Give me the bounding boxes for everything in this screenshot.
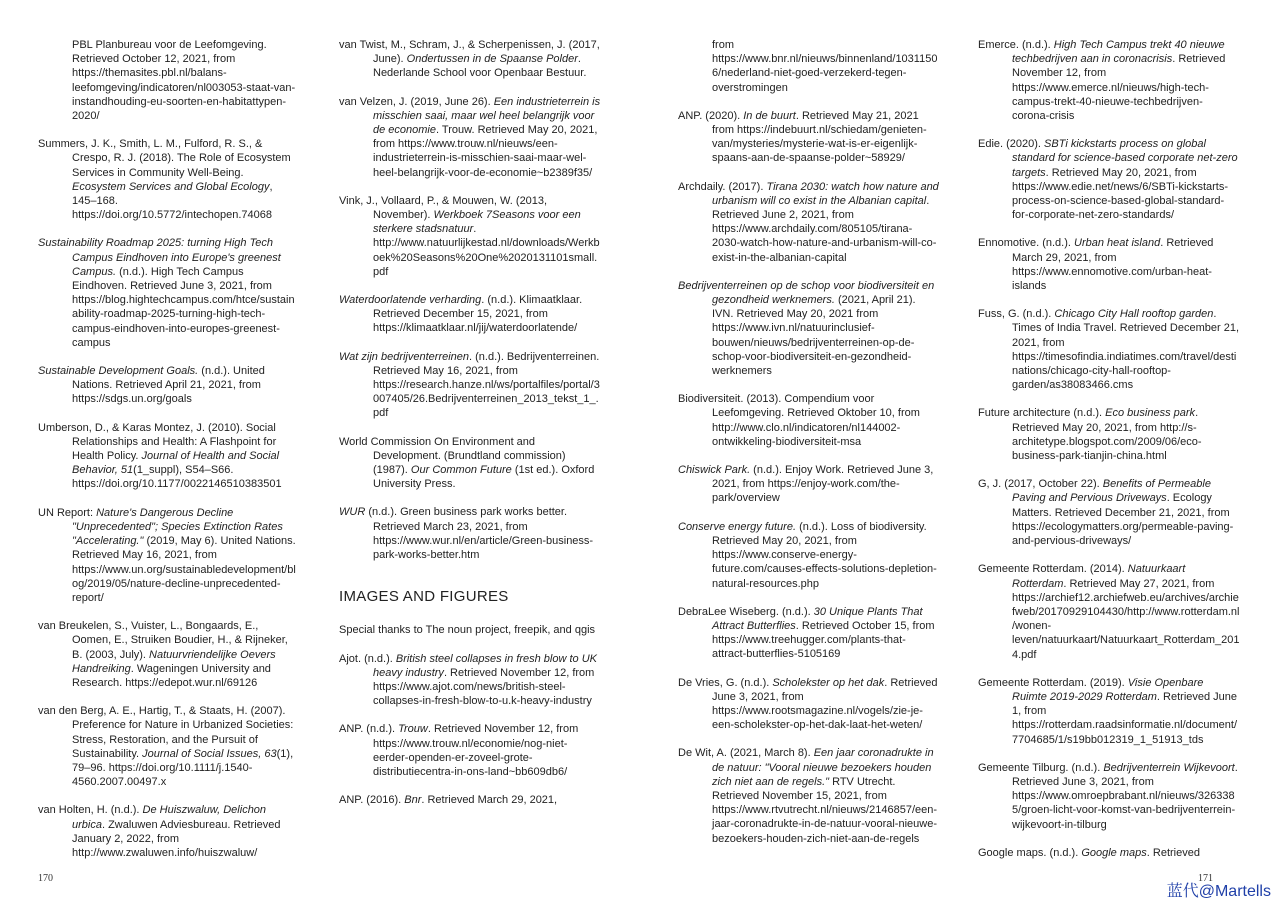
- reference-text: van Twist, M., Schram, J., & Scherpenissen, J. (2017, June).: [339, 39, 600, 66]
- reference-entry: [339, 722, 601, 779]
- page-number-right: 171: [1198, 873, 1213, 884]
- reference-title: Scholekster op het dak: [772, 676, 885, 689]
- reference-text: . Trouw. Retrieved May 20, 2021, from https://www.trouw.nl/nieuws/een-industrieterrein-is-misschien-saai-maar-wel-heel-belangrijk-voor-de-economie~b2389f35/: [373, 124, 598, 179]
- reference-text: Future architecture (n.d.).: [978, 407, 1106, 420]
- reference-title: Wat zijn bedrijventerreinen: [339, 350, 470, 363]
- reference-entry: [678, 38, 940, 95]
- reference-title: Google maps: [1081, 846, 1147, 859]
- reference-text: Google maps. (n.d.).: [978, 846, 1082, 859]
- reference-title: Nature's Dangerous Decline "Unprecedented"; Species Extinction Rates "Accelerating.": [72, 506, 283, 548]
- reference-title: 30 Unique Plants That Attract Butterflies: [712, 605, 923, 632]
- reference-title: Natuurvriendelijke Oevers Handreiking: [72, 648, 276, 675]
- reference-text: ANP. (2020).: [678, 109, 744, 122]
- reference-text: Emerce. (n.d.).: [978, 39, 1054, 51]
- reference-entry: [339, 38, 601, 81]
- reference-entry: [978, 307, 1240, 392]
- reference-title: Our Common Future: [410, 464, 512, 477]
- reference-text: from https://www.bnr.nl/nieuws/binnenland/10311506/nederland-niet-goed-verzekerd-tegen-overstromingen: [712, 39, 938, 94]
- reference-entry: [38, 236, 300, 350]
- reference-text: . Retrieved June 1, from https://rotterdam.raadsinformatie.nl/document/7704685/1/s19bb012319_1_51913_tds: [1012, 690, 1238, 746]
- references-column-1: [38, 38, 300, 874]
- reference-text: . Retrieved October 15, from https://www.treehugger.com/plants-that-attract-butterflies-5105169: [712, 619, 935, 661]
- reference-text: . Retrieved: [1146, 846, 1200, 859]
- reference-text: . Times of India Travel. Retrieved December 21, 2021, from https://timesofindia.indiatimes.com/travel/destinations/chicago-city-hall-rooftop-garden/as38083466.cms: [1012, 308, 1240, 392]
- reference-text: . Retrieved May 27, 2021, from https://archief12.archiefweb.eu/archives/archiefweb/20170929104430/http://www.rotterdam.nl/wonen-leven/natuurkaart/Natuurkaart_Rotterdam_2014.pdf: [1012, 577, 1240, 661]
- reference-title: British steel collapses in fresh blow to UK heavy industry: [373, 652, 598, 679]
- reference-text: Summers, J. K., Smith, L. M., Fulford, R. S., & Crespo, R. J. (2018). The Role of Ecosystem Services in Community Well-Being.: [38, 138, 291, 179]
- reference-title: Journal of Social Issues, 63: [142, 747, 277, 760]
- reference-text: Ajot. (n.d.).: [339, 652, 396, 665]
- reference-entry: [38, 421, 300, 492]
- reference-entry: [978, 406, 1240, 463]
- reference-title: Visie Openbare Ruimte 2019-2029 Rotterdam: [1012, 676, 1204, 703]
- reference-entry: [339, 293, 601, 336]
- reference-text: , 145–168. https://doi.org/10.5772/intechopen.74068: [72, 180, 273, 222]
- reference-entry: [38, 619, 300, 690]
- reference-text: De Wit, A. (2021, March 8).: [678, 747, 814, 760]
- reference-entry: [678, 463, 940, 506]
- reference-entry: [678, 180, 940, 265]
- reference-entry: [678, 109, 940, 166]
- reference-text: Special thanks to The noun project, freepik, and qgis: [339, 624, 596, 637]
- reference-text: . Wageningen University and Research. https://edepot.wur.nl/69126: [72, 662, 271, 689]
- reference-text: ANP. (2016).: [339, 794, 405, 807]
- reference-text: Gemeente Rotterdam. (2019).: [978, 676, 1128, 689]
- reference-text: van Velzen, J. (2019, June 26).: [339, 95, 494, 108]
- reference-title: Natuurkaart Rotterdam: [1012, 563, 1186, 590]
- reference-text: . Retrieved May 20, 2021, from https://www.edie.net/news/6/SBTi-kickstarts-process-on-science-based-global-standard-for-corporate-net-zero-standards/: [1012, 166, 1228, 222]
- reference-entry: [978, 236, 1240, 293]
- reference-entry: [38, 803, 300, 860]
- reference-text: World Commission On Environment and Development. (Brundtland commission) (1987).: [339, 435, 566, 477]
- reference-title: De Huiszwaluw, Delichon urbica: [72, 804, 267, 831]
- reference-entry: [678, 676, 940, 733]
- reference-text: Biodiversiteit. (2013). Compendium voor Leefomgeving. Retrieved Oktober 10, from http://www.clo.nl/indicatoren/nl144002-ontwikkeling-biodiversiteit-msa: [678, 393, 920, 448]
- reference-text: . Retrieved June 2, 2021, from https://www.archdaily.com/805105/tirana-2030-watch-how-nature-and-urbanism-will-co-exist-in-the-albanian-capital: [712, 194, 937, 264]
- reference-entry: [978, 137, 1240, 222]
- reference-text: Edie. (2020).: [978, 138, 1045, 151]
- reference-text: . Retrieved November 12, from https://www.emerce.nl/nieuws/high-tech-campus-trekt-40-nieuwe-techbedrijven-corona-crisis: [1012, 53, 1226, 123]
- reference-text: (n.d.). Loss of biodiversity. Retrieved May 20, 2021, from https://www.conserve-energy-future.com/causes-effects-solutions-depletion-natural-resources.php: [712, 520, 937, 590]
- reference-title: Chiswick Park.: [678, 464, 751, 477]
- reference-text: DebraLee Wiseberg. (n.d.).: [678, 605, 814, 618]
- reference-text: Umberson, D., & Karas Montez, J. (2010). Social Relationships and Health: A Flashpoint for Health Policy.: [38, 421, 277, 463]
- reference-title: Bnr: [404, 794, 422, 807]
- reference-title: Een industrieterrein is misschien saai, maar wel heel belangrijk voor de economie: [373, 95, 601, 137]
- reference-entry: [339, 505, 601, 562]
- reference-entry: [678, 392, 940, 449]
- reference-entry: [339, 350, 601, 421]
- watermark: 蓝代@Martells: [1166, 883, 1271, 900]
- reference-text: Fuss, G. (n.d.).: [978, 308, 1055, 321]
- reference-title: Conserve energy future.: [678, 520, 797, 533]
- references-column-3: [678, 38, 940, 860]
- reference-entry: [339, 95, 601, 180]
- reference-text: van den Berg, A. E., Hartig, T., & Staats, H. (2007). Preference for Nature in Urbanized Societies: Stress, Restoration, and the Pursuit of Sustainability.: [38, 705, 294, 760]
- reference-title: Eco business park: [1105, 407, 1196, 420]
- reference-title: Urban heat island: [1074, 237, 1161, 250]
- reference-text: (n.d.). High Tech Campus Eindhoven. Retrieved June 3, 2021, from https://blog.hightechcampus.com/htce/sustainability-roadmap-2025-turning-high-tech-campus-eindhoven-into-europes-greenest-campus: [72, 265, 295, 349]
- reference-text: . Retrieved March 29, 2021,: [421, 794, 558, 807]
- reference-title: In de buurt: [743, 109, 796, 122]
- reference-text: . Retrieved May 21, 2021 from https://indebuurt.nl/schiedam/genieten-van/mysteries/mysterie-wat-is-er-eigenlijk-spaans-aan-de-spaanse-polder~58929/: [712, 109, 927, 165]
- reference-entry: [38, 506, 300, 605]
- reference-title: Sustainability Roadmap 2025: turning High Tech Campus Eindhoven into Europe's greenest Campus.: [38, 237, 281, 278]
- reference-text: UN Report:: [38, 506, 97, 519]
- references-column-4: [978, 38, 1240, 874]
- reference-title: Werkboek 7Seasons voor een sterkere stadsnatuur: [373, 209, 581, 236]
- reference-text: van Breukelen, S., Vuister, L., Bongaards, E., Oomen, E., Struiken Boudier, H., & Rijneker, B. (2003, July).: [38, 620, 288, 661]
- reference-text: (1st ed.). Oxford University Press.: [373, 464, 595, 491]
- reference-entry: [978, 38, 1240, 123]
- reference-title: Een jaar coronadrukte in de natuur: "Vooral nieuwe bezoekers houden zich niet aan de regels.": [712, 747, 934, 788]
- reference-text: . Retrieved June 3, 2021, from https://www.omroepbrabant.nl/nieuws/3263385/groen-licht-voor-komst-van-bedrijventerrein-wijkevoort-in-tilburg: [1012, 761, 1238, 831]
- reference-text: . Nederlande School voor Openbaar Bestuur.: [373, 53, 587, 80]
- reference-entry: [678, 520, 940, 591]
- reference-title: Trouw: [398, 723, 428, 736]
- reference-text: (n.d.). Green business park works better. Retrieved March 23, 2021, from https://www.wur.nl/en/article/Green-business-park-works-better.htm: [365, 506, 594, 562]
- reference-text: . http://www.natuurlijkestad.nl/downloads/Werkboek%20Seasons%20One%2020131101small.pdf: [373, 223, 600, 278]
- reference-entry: [38, 364, 300, 407]
- reference-text: . Retrieved May 20, 2021, from http://s-architetype.blogspot.com/2009/06/eco-business-park-tianjin-china.html: [1012, 407, 1202, 463]
- reference-text: Archdaily. (2017).: [678, 180, 767, 193]
- reference-title: Benefits of Permeable Paving and Pervious Driveways: [1012, 478, 1211, 505]
- reference-title: Journal of Health and Social Behavior, 51: [72, 450, 280, 477]
- reference-entry: [339, 793, 601, 807]
- reference-entry: [978, 676, 1240, 747]
- reference-entry: [978, 846, 1240, 860]
- reference-text: . Retrieved November 12, from https://www.trouw.nl/economie/nog-niet-eerder-openden-er-zoveel-grote-distributiecentra-in-ons-land~bb609db6/: [373, 723, 579, 778]
- reference-entry: [339, 435, 601, 492]
- reference-text: (2021, April 21). IVN. Retrieved May 20, 2021 from https://www.ivn.nl/natuurinclusief-bouwen/nieuws/bedrijventerreinen-op-de-schop-voor-biodiversiteit-en-gezondheid-werknemers: [712, 294, 916, 378]
- reference-title: WUR: [339, 506, 366, 519]
- reference-title: Bedrijventerrein Wijkevoort: [1103, 761, 1235, 774]
- reference-text: (n.d.). Enjoy Work. Retrieved June 3, 2021, from https://enjoy-work.com/the-park/overview: [712, 464, 934, 505]
- reference-entry: [678, 746, 940, 845]
- reference-entry: [38, 137, 300, 222]
- reference-text: . (n.d.). Klimaatklaar. Retrieved December 15, 2021, from https://klimaatklaar.nl/jij/waterdoorlatende/: [373, 294, 583, 335]
- reference-text: Vink, J., Vollaard, P., & Mouwen, W. (2013, November).: [339, 194, 548, 222]
- reference-text: . Retrieved November 12, from https://www.ajot.com/news/british-steel-collapses-in-fresh-blow-to-u.k-heavy-industry: [373, 666, 595, 708]
- reference-text: . Retrieved June 3, 2021, from https://www.rootsmagazine.nl/vogels/zie-je-een-scholekster-op-het-dak-laat-het-weten/: [712, 676, 938, 732]
- reference-text: Ennomotive. (n.d.).: [978, 237, 1074, 250]
- reference-text: G, J. (2017, October 22).: [978, 478, 1103, 491]
- reference-text: van Holten, H. (n.d.).: [38, 804, 143, 817]
- reference-entry: [678, 605, 940, 662]
- reference-title: High Tech Campus trekt 40 nieuwe techbedrijven aan in coronacrisis: [1012, 39, 1225, 66]
- reference-text: (1_suppl), S54–S66. https://doi.org/10.1177/0022146510383501: [72, 464, 282, 491]
- reference-entry: [339, 194, 601, 279]
- reference-text: . Ecology Matters. Retrieved December 21, 2021, from https://ecologymatters.org/permeable-paving-and-pervious-driveways/: [1012, 492, 1234, 548]
- reference-title: Chicago City Hall rooftop garden: [1054, 308, 1214, 321]
- reference-text: Gemeente Tilburg. (n.d.).: [978, 761, 1104, 774]
- reference-text: De Vries, G. (n.d.).: [678, 676, 773, 689]
- reference-title: SBTi kickstarts process on global standard for science-based corporate net-zero targets: [1012, 138, 1238, 179]
- references-column-2: [339, 38, 601, 821]
- reference-text: (2019, May 6). United Nations. Retrieved May 16, 2021, from https://www.un.org/sustainabledevelopment/blog/2019/05/nature-decline-unprecedented-report/: [72, 535, 296, 604]
- reference-entry: [38, 704, 300, 789]
- reference-entry: [339, 652, 601, 709]
- reference-entry: [978, 477, 1240, 548]
- reference-title: Ecosystem Services and Global Ecology: [72, 180, 270, 193]
- reference-text: . (n.d.). Bedrijventerreinen. Retrieved May 16, 2021, from https://research.hanze.nl/ws/portalfiles/portal/3007405/26.Bedrijventerreinen_2013_tekst_1_.pdf: [373, 350, 600, 420]
- reference-text: ANP. (n.d.).: [339, 723, 399, 736]
- reference-text: . Zwaluwen Adviesbureau. Retrieved January 2, 2022, from http://www.zwaluwen.info/huiszwaluw/: [72, 818, 281, 859]
- section-heading: IMAGES AND FIGURES: [339, 588, 509, 606]
- reference-text: (n.d.). United Nations. Retrieved April 21, 2021, from https://sdgs.un.org/goals: [72, 365, 265, 406]
- acknowledgement-text: [339, 623, 601, 637]
- reference-entry: [978, 562, 1240, 661]
- reference-title: Sustainable Development Goals.: [38, 365, 199, 378]
- reference-entry: [678, 279, 940, 378]
- reference-title: Ondertussen in de Spaanse Polder: [406, 53, 578, 66]
- reference-title: Tirana 2030: watch how nature and urbanism will co exist in the Albanian capital: [712, 180, 939, 207]
- reference-title: Waterdoorlatende verharding: [339, 294, 482, 307]
- reference-text: RTV Utrecht. Retrieved November 15, 2021, from https://www.rtvutrecht.nl/nieuws/2146857/een-jaar-coronadrukte-in-de-natuur-vooral-nieuwe-bezoekers-houden-zich-niet-aan-de-regels: [712, 775, 938, 845]
- reference-text: Gemeente Rotterdam. (2014).: [978, 563, 1128, 576]
- reference-title: Bedrijventerreinen op de schop voor biodiversiteit en gezondheid werknemers.: [678, 279, 935, 307]
- reference-entry: [978, 761, 1240, 832]
- reference-text: (1), 79–96. https://doi.org/10.1111/j.1540-4560.2007.00497.x: [72, 747, 294, 789]
- reference-text: . Retrieved March 29, 2021, from https://www.ennomotive.com/urban-heat-islands: [1012, 237, 1214, 293]
- reference-entry: [38, 38, 300, 123]
- reference-text: PBL Planbureau voor de Leefomgeving. Retrieved October 12, 2021, from https://themasites.pbl.nl/balans-leefomgeving/indicatoren/nl003053-staat-van-instandhouding-eu-soorten-en-habitattypen-2020/: [72, 39, 296, 123]
- page-number-left: 170: [38, 873, 53, 884]
